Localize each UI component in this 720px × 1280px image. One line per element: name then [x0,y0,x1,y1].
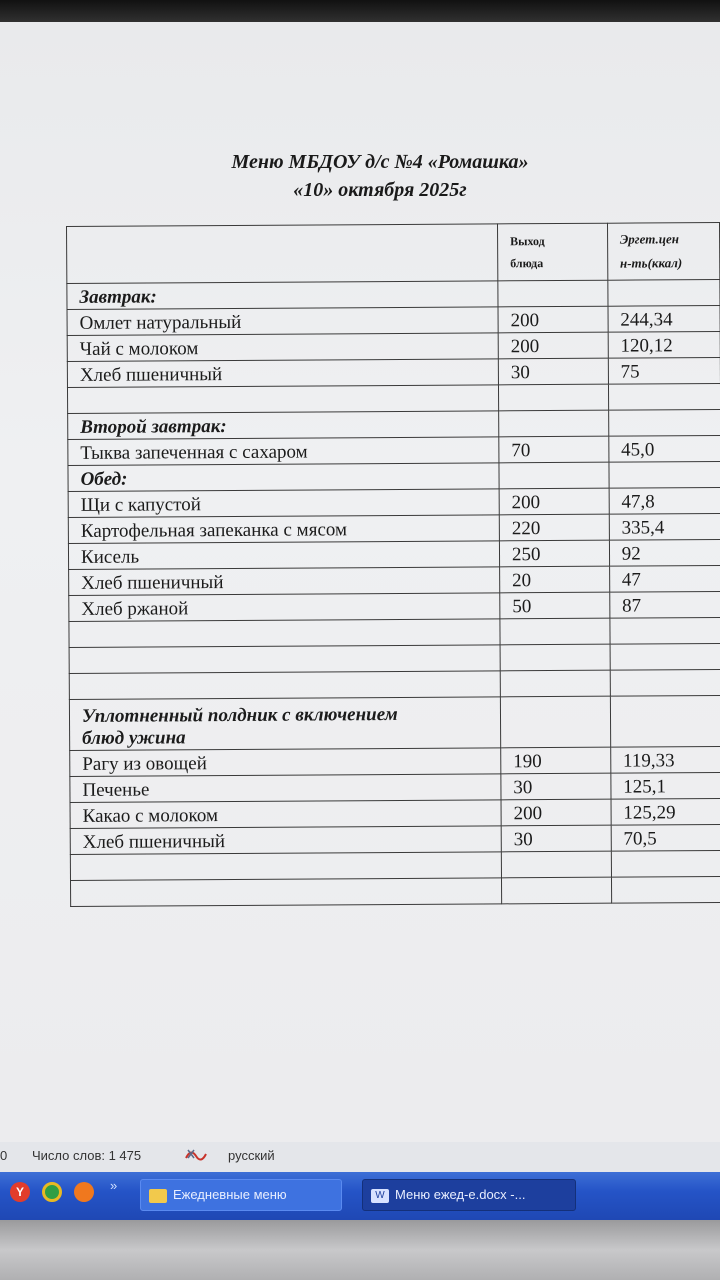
empty-cell [501,877,611,904]
firefox-icon[interactable] [74,1182,94,1202]
empty-cell [610,618,720,645]
table-row [67,306,720,336]
dish-yield: 200 [498,332,608,359]
menu-table [66,222,720,907]
empty-cell [498,384,608,411]
dish-yield: 30 [498,358,608,385]
dish-name: Тыква запеченная с сахаром [68,437,499,466]
empty-row [70,850,720,880]
empty-row [69,644,720,674]
empty-cell [500,618,610,645]
yandex-browser-icon[interactable]: Y [10,1182,30,1202]
section-label: Завтрак: [67,281,498,310]
empty-cell [500,696,610,748]
table-header-row [67,223,720,284]
section-row-snack [69,695,720,750]
dish-kcal: 120,12 [608,332,720,359]
dish-yield: 200 [501,799,611,826]
empty-cell [498,280,608,307]
page-indicator[interactable]: 0 [0,1148,8,1163]
header-yield-line2: блюда [510,256,544,271]
empty-cell [67,385,498,414]
dish-kcal: 47 [609,566,720,593]
empty-cell [610,644,720,671]
dish-yield: 250 [499,540,609,567]
dish-yield: 200 [498,306,608,333]
table-row [70,798,720,828]
table-row [70,772,720,802]
table-row [69,592,720,622]
dish-yield: 20 [500,566,610,593]
dish-name: Омлет натуральный [67,307,498,336]
dish-kcal: 70,5 [611,824,720,851]
dish-yield: 70 [499,436,609,463]
table-row [68,488,720,518]
header-yield-line1: Выход [510,234,545,249]
empty-row [69,618,720,648]
dish-name: Картофельная запеканка с мясом [68,515,499,544]
header-yield-cell [497,223,607,281]
dish-name: Кисель [68,541,499,570]
dish-yield: 200 [499,488,609,515]
section-row-lunch [68,462,720,492]
empty-cell [611,850,720,877]
section-label: Обед: [68,463,499,492]
empty-cell [611,876,720,903]
snack-label-line2: блюд ужина [82,727,186,749]
dish-kcal: 244,34 [608,306,720,333]
dish-name: Какао с молоком [70,800,501,829]
dish-yield: 190 [501,747,611,774]
header-energy-line1: Эргет.цен [619,231,679,247]
dish-kcal: 335,4 [609,514,720,541]
word-status-bar [0,1142,720,1172]
title-line-2: «10» октября 2025г [293,179,467,201]
dish-name: Щи с капустой [68,489,499,518]
dish-name: Рагу из овощей [70,748,501,777]
dish-kcal: 92 [609,540,720,567]
empty-cell [608,410,720,437]
taskbar-item-label: Меню ежед-е.docx -... [395,1187,526,1202]
table-row [67,332,720,362]
word-count[interactable]: Число слов: 1 475 [32,1148,142,1163]
section-row-second-breakfast [68,410,720,440]
dish-yield: 30 [501,825,611,852]
dish-kcal: 125,29 [611,798,720,825]
empty-cell [501,851,611,878]
empty-cell [70,878,501,907]
windows-taskbar [0,1172,720,1220]
language-indicator[interactable]: русский [228,1148,275,1163]
table-row [68,436,720,466]
dish-name: Хлеб пшеничный [69,567,500,596]
empty-cell [499,462,609,489]
section-label [69,697,500,751]
dish-kcal: 75 [608,358,720,385]
empty-cell [70,852,501,881]
empty-row [70,876,720,906]
header-energy-line2: н-ть(ккал) [619,255,683,271]
dish-kcal: 119,33 [610,746,720,773]
empty-cell [608,384,720,411]
empty-cell [609,462,720,489]
section-row-breakfast [67,280,720,310]
dish-kcal: 47,8 [609,488,720,515]
document-title [120,148,640,204]
dish-name: Печенье [70,774,501,803]
table-row [70,824,720,854]
dish-name: Хлеб пшеничный [70,826,501,855]
title-line-1: Меню МБДОУ д/с №4 «Ромашка» [231,151,529,173]
empty-cell [610,669,720,696]
header-energy-cell [607,223,720,281]
taskbar-item-label: Ежедневные меню [173,1187,287,1202]
monitor-bezel-top [0,0,720,24]
table-row [68,540,720,570]
dish-kcal: 87 [609,592,720,619]
quicklaunch-chevron[interactable]: » [110,1178,118,1193]
empty-cell [608,280,720,307]
spellcheck-icon[interactable] [182,1144,208,1167]
empty-cell [610,695,720,747]
taskbar-item-word-document[interactable] [362,1179,576,1211]
empty-cell [500,644,610,671]
dish-yield: 220 [499,514,609,541]
empty-cell [500,670,610,697]
dish-kcal: 45,0 [609,436,720,463]
dish-name: Чай с молоком [67,333,498,362]
snack-label-line1: Уплотненный полдник с включением [81,703,398,727]
empty-row [67,384,720,414]
monitor-bezel-bottom [0,1220,720,1280]
chrome-icon[interactable] [42,1182,62,1202]
empty-cell [69,671,500,700]
dish-name: Хлеб ржаной [69,593,500,622]
dish-yield: 50 [500,592,610,619]
dish-yield: 30 [501,773,611,800]
empty-cell [69,619,500,648]
empty-cell [69,645,500,674]
word-document-icon: W [371,1189,389,1203]
table-row [69,566,720,596]
empty-row [69,669,720,699]
folder-icon [149,1189,167,1203]
table-row [70,746,720,776]
header-empty-cell [67,224,498,284]
table-row [67,358,720,388]
table-row [68,514,720,544]
dish-kcal: 125,1 [611,772,720,799]
section-label: Второй завтрак: [68,411,499,440]
taskbar-item-folder[interactable] [140,1179,342,1211]
dish-name: Хлеб пшеничный [67,359,498,388]
empty-cell [499,410,609,437]
